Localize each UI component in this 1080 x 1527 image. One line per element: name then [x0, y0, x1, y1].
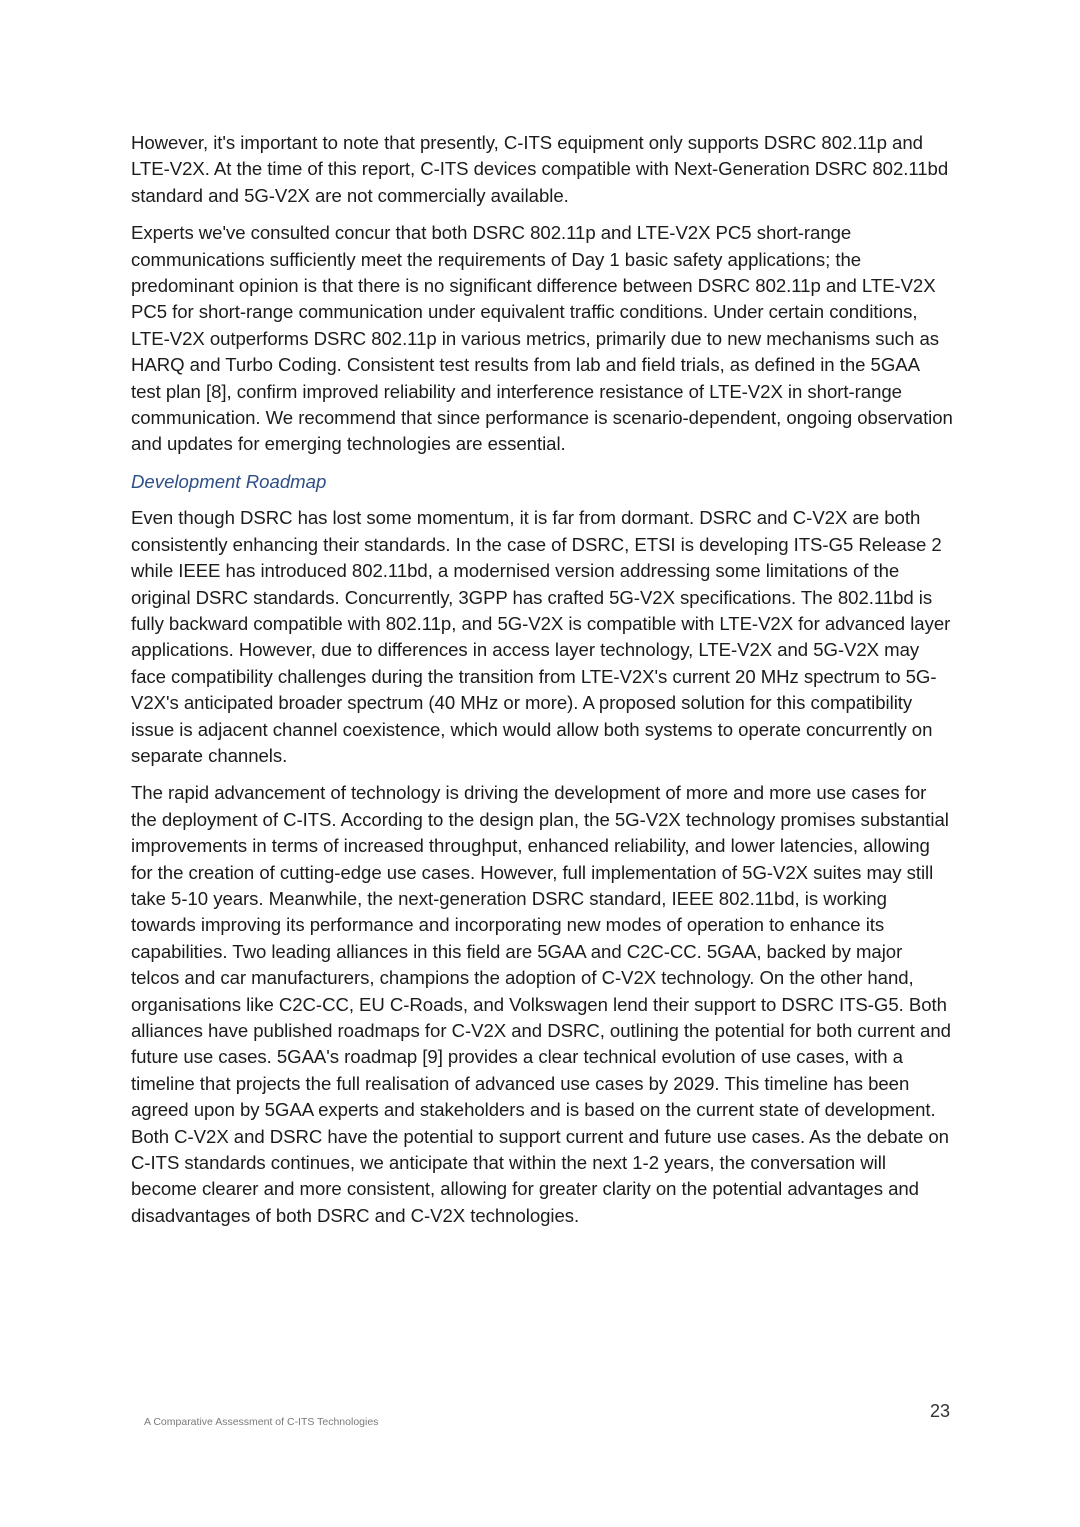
paragraph-dsrc-momentum: Even though DSRC has lost some momentum, it is far from dormant. DSRC and C-V2X are both consistently enhancing their standards. In the case of DSRC, ETSI is developing ITS-G5 Release 2 while IEEE has introduced 802.11bd, a modernised version addressing some limitations of the original DSRC standards. Concurrently, 3GPP has crafted 5G-V2X specifications. The 802.11bd is fully backward compatible with 802.11p, and 5G-V2X is compatible with LTE-V2X for advanced layer applications. However, due to differences in access layer technology, LTE-V2X and 5G-V2X may face compatibility challenges during the transition from LTE-V2X's current 20 MHz spectrum to 5G-V2X's anticipated broader spectrum (40 MHz or more). A proposed solution for this compatibility issue is adjacent channel coexistence, which would allow both systems to operate concurrently on separate channels.: [131, 507, 951, 766]
paragraph-expert-opinion: Experts we've consulted concur that both DSRC 802.11p and LTE-V2X PC5 short-range communications sufficiently meet the requirements of Day 1 basic safety applications; the predominant opinion is that there is no significant difference between DSRC 802.11p and LTE-V2X PC5 for short-range communication under equivalent traffic conditions. Under certain conditions, LTE-V2X outperforms DSRC 802.11p in various metrics, primarily due to new mechanisms such as HARQ and Turbo Coding. Consistent test results from lab and field trials, as defined in the 5GAA test plan [8], confirm improved reliability and interference resistance of LTE-V2X in short-range communication. We recommend that since performance is scenario-dependent, ongoing observation and updates for emerging technologies are essential.: [131, 222, 953, 455]
paragraph-equipment-support: However, it's important to note that presently, C-ITS equipment only supports DSRC 802.11p and LTE-V2X. At the time of this report, C-ITS devices compatible with Next-Generation DSRC 802.11bd standard and 5G-V2X are not commercially available.: [131, 132, 949, 206]
paragraph-technology-advancement: The rapid advancement of technology is driving the development of more and more use cases for the deployment of C-ITS. According to the design plan, the 5G-V2X technology promises substantial improvements in terms of increased throughput, enhanced reliability, and lower latencies, allowing for the creation of cutting-edge use cases. However, full implementation of 5G-V2X suites may still take 5-10 years. Meanwhile, the next-generation DSRC standard, IEEE 802.11bd, is working towards improving its performance and incorporating new modes of operation to enhance its capabilities. Two leading alliances in this field are 5GAA and C2C-CC. 5GAA, backed by major telcos and car manufacturers, champions the adoption of C-V2X technology. On the other hand, organisations like C2C-CC, EU C-Roads, and Volkswagen lend their support to DSRC ITS-G5. Both alliances have published roadmaps for C-V2X and DSRC, outlining the potential for both current and future use cases. 5GAA's roadmap [9] provides a clear technical evolution of use cases, with a timeline that projects the full realisation of advanced use cases by 2029. This timeline has been agreed upon by 5GAA experts and stakeholders and is based on the current state of development. Both C-V2X and DSRC have the potential to support current and future use cases. As the debate on C-ITS standards continues, we anticipate that within the next 1-2 years, the conversation will become clearer and more consistent, allowing for greater clarity on the potential advantages and disadvantages of both DSRC and C-V2X technologies.: [131, 782, 951, 1226]
page-body: [131, 130, 953, 1240]
page-number: 23: [929, 1401, 950, 1421]
section-heading-development-roadmap: Development Roadmap: [131, 470, 327, 492]
footer-document-title: A Comparative Assessment of C-ITS Technologies: [144, 1416, 379, 1428]
